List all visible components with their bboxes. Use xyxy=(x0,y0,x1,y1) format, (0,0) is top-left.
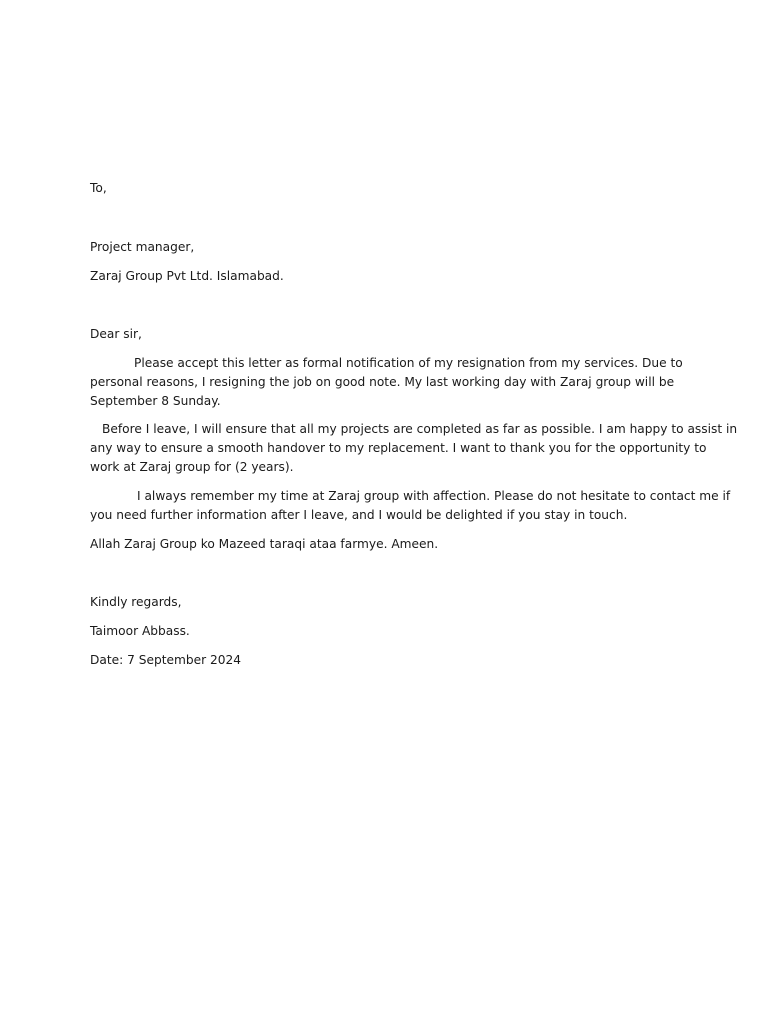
paragraph-line: I always remember my time at Zaraj group with affection. Please do not hesitate to contact me if xyxy=(137,489,731,503)
paragraph-line: September 8 Sunday. xyxy=(90,394,221,408)
paragraph-line: any way to ensure a smooth handover to my replacement. I want to thank you for the opportunity to xyxy=(90,441,707,455)
letter-date: Date: 7 September 2024 xyxy=(90,653,241,667)
salutation-to: To, xyxy=(90,181,107,195)
paragraph-line: you need further information after I leave, and I would be delighted if you stay in touch. xyxy=(90,508,628,522)
paragraph-line: personal reasons, I resigning the job on good note. My last working day with Zaraj group will be xyxy=(90,375,675,389)
paragraph-line: Before I leave, I will ensure that all my projects are completed as far as possible. I am happy to assist in xyxy=(102,422,738,436)
blessing-line: Allah Zaraj Group ko Mazeed taraqi ataa farmye. Ameen. xyxy=(90,537,439,551)
greeting: Dear sir, xyxy=(90,327,142,341)
paragraph-farewell xyxy=(90,487,731,525)
paragraph-handover xyxy=(90,420,738,477)
paragraph-line: work at Zaraj group for (2 years). xyxy=(90,460,294,474)
closing-line: Kindly regards, xyxy=(90,595,182,609)
sender-name: Taimoor Abbass. xyxy=(90,624,190,638)
recipient-title: Project manager, xyxy=(90,240,195,254)
recipient-company: Zaraj Group Pvt Ltd. Islamabad. xyxy=(90,269,284,283)
paragraph-resignation xyxy=(90,354,690,411)
paragraph-line: Please accept this letter as formal notification of my resignation from my services. Due to xyxy=(134,356,683,370)
